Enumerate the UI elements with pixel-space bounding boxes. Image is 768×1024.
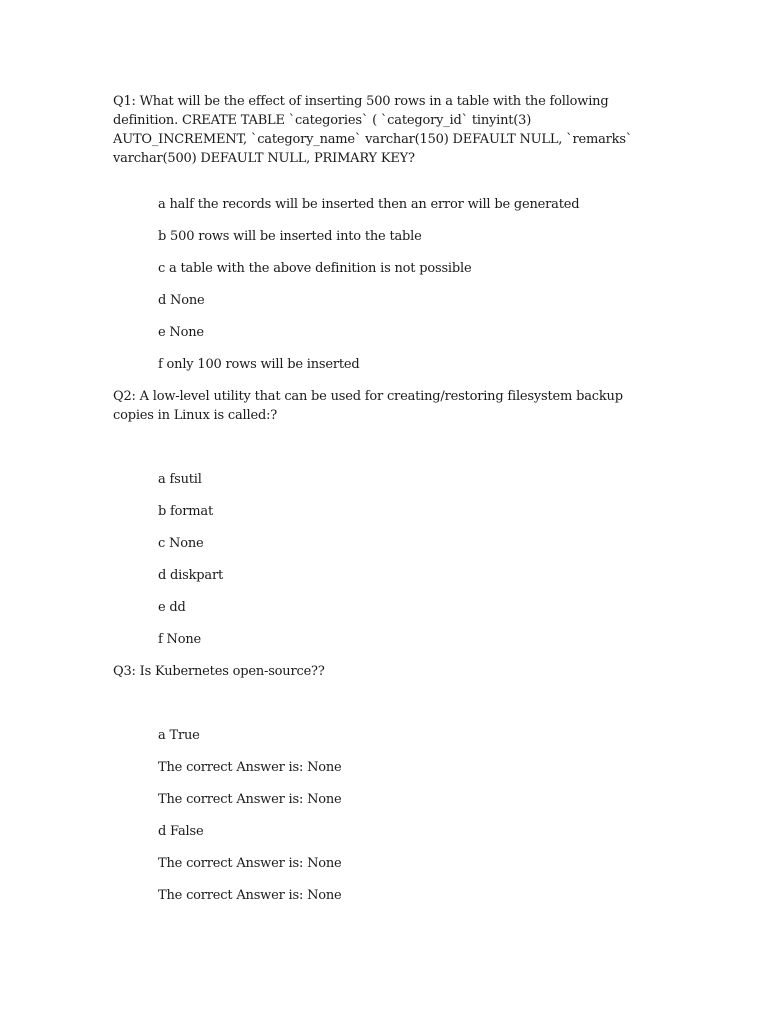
question-3-answer-line: The correct Answer is: None: [158, 856, 342, 871]
question-3-answer-line: The correct Answer is: None: [158, 888, 342, 903]
question-2-option-e: e dd: [158, 600, 186, 615]
question-3-option-a: a True: [158, 728, 200, 743]
question-3-option-d: d False: [158, 824, 204, 839]
question-1-option-a: a half the records will be inserted then an error will be generated: [158, 197, 580, 212]
question-2-option-b: b format: [158, 504, 214, 519]
question-2-text: Q2: A low-level utility that can be used for creating/restoring filesystem backup copies in Linux is called:?: [113, 389, 623, 423]
question-3-answer-line: The correct Answer is: None: [158, 760, 342, 775]
question-3-answer-line: The correct Answer is: None: [158, 792, 342, 807]
question-2-option-d: d diskpart: [158, 568, 223, 583]
question-2-option-a: a fsutil: [158, 472, 202, 487]
question-3-text: Q3: Is Kubernetes open-source??: [113, 664, 325, 679]
question-2-option-f: f None: [158, 632, 202, 647]
question-1-option-d: d None: [158, 293, 205, 308]
question-1-text: Q1: What will be the effect of inserting 500 rows in a table with the following definition. CREATE TABLE `categories` ( `category_id` tinyint(3) AUTO_INCREMENT, `category_name` varchar(150) DEFAULT NULL, `remarks` varchar(500) DEFAULT NULL, PRIMARY KEY?: [113, 94, 633, 166]
question-1-option-f: f only 100 rows will be inserted: [158, 357, 360, 372]
question-1-option-e: e None: [158, 325, 204, 340]
question-1-option-b: b 500 rows will be inserted into the table: [158, 229, 422, 244]
question-2-option-c: c None: [158, 536, 204, 551]
question-1-option-c: c a table with the above definition is not possible: [158, 261, 472, 276]
